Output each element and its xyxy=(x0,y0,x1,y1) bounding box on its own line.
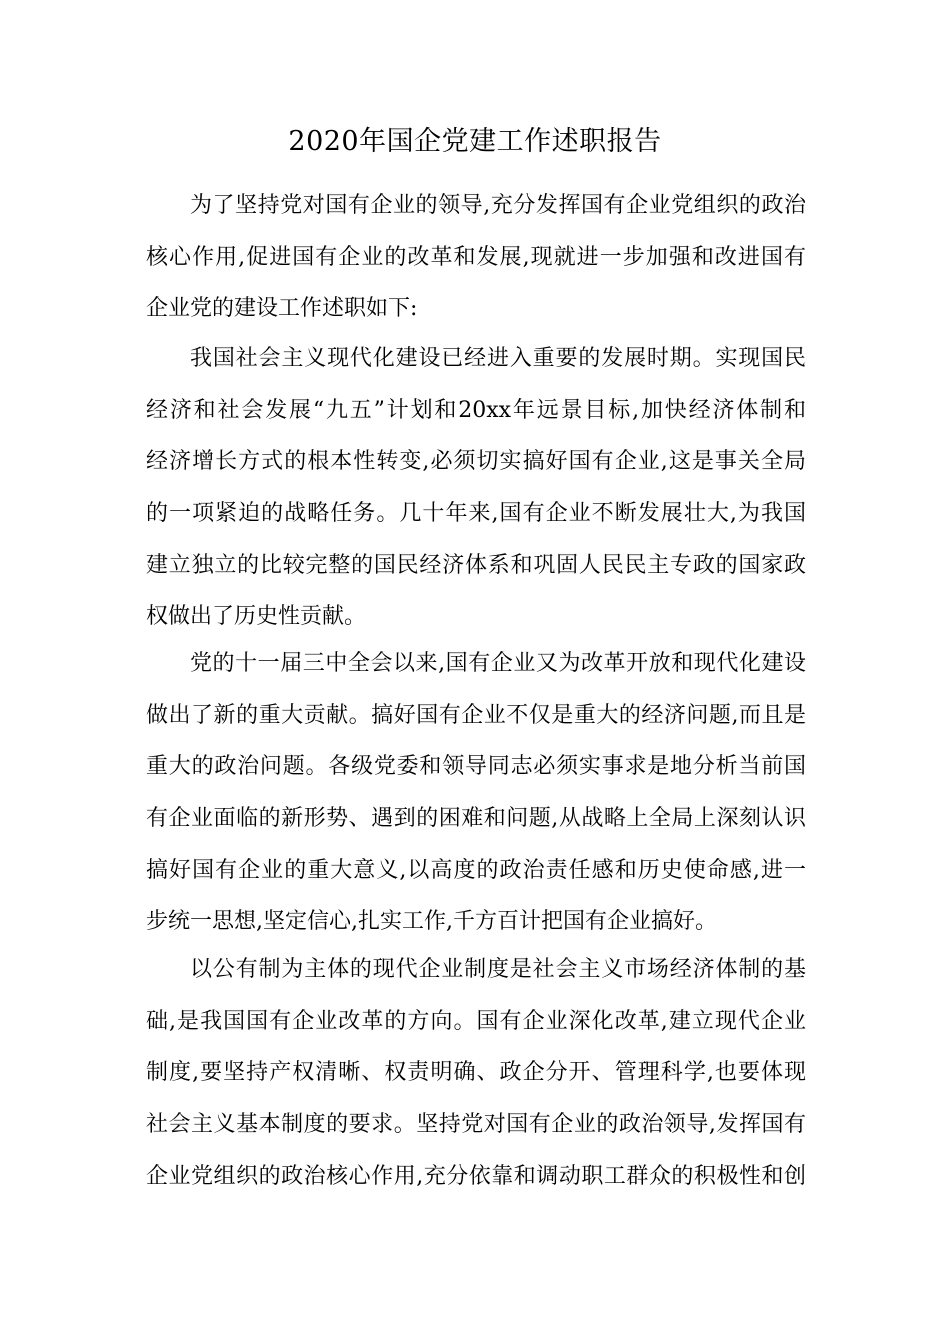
text-line: 权做出了历史性贡献。 xyxy=(146,604,367,630)
paragraph-2 xyxy=(146,333,806,643)
text-line: 做出了新的重大贡献。搞好国有企业不仅是重大的经济问题,而且是 xyxy=(146,702,806,728)
paragraph-3 xyxy=(146,638,806,948)
text-line: 经济增长方式的根本性转变,必须切实搞好国有企业,这是事关全局 xyxy=(146,449,806,475)
text-line: 核心作用,促进国有企业的改革和发展,现就进一步加强和改进国有 xyxy=(146,244,806,270)
text-line: 以公有制为主体的现代企业制度是社会主义市场经济体制的基 xyxy=(190,957,806,982)
text-line: 础,是我国国有企业改革的方向。国有企业深化改革,建立现代企业 xyxy=(146,1008,806,1034)
paragraph-4 xyxy=(146,944,806,1202)
paragraph-1 xyxy=(146,180,806,335)
text-line: 有企业面临的新形势、遇到的困难和问题,从战略上全局上深刻认识 xyxy=(146,806,806,832)
text-line: 为了坚持党对国有企业的领导,充分发挥国有企业党组织的政治 xyxy=(190,193,806,218)
text-line: 企业党组织的政治核心作用,充分依靠和调动职工群众的积极性和创 xyxy=(146,1163,806,1189)
text-line: 党的十一届三中全会以来,国有企业又为改革开放和现代化建设 xyxy=(190,651,806,676)
text-line: 经济和社会发展“九五”计划和20xx年远景目标,加快经济体制和 xyxy=(146,397,806,423)
text-line: 企业党的建设工作述职如下: xyxy=(146,296,418,322)
text-line: 的一项紧迫的战略任务。几十年来,国有企业不断发展壮大,为我国 xyxy=(146,501,806,527)
text-line: 社会主义基本制度的要求。坚持党对国有企业的政治领导,发挥国有 xyxy=(146,1112,806,1138)
text-line: 制度,要坚持产权清晰、权责明确、政企分开、管理科学,也要体现 xyxy=(146,1060,806,1086)
text-line: 步统一思想,坚定信心,扎实工作,千方百计把国有企业搞好。 xyxy=(146,909,717,935)
text-line: 我国社会主义现代化建设已经进入重要的发展时期。实现国民 xyxy=(190,346,806,371)
document-title: 2020年国企党建工作述职报告 xyxy=(288,126,662,157)
text-line: 搞好国有企业的重大意义,以高度的政治责任感和历史使命感,进一 xyxy=(146,857,806,883)
text-line: 建立独立的比较完整的国民经济体系和巩固人民民主专政的国家政 xyxy=(146,552,806,578)
text-line: 重大的政治问题。各级党委和领导同志必须实事求是地分析当前国 xyxy=(146,754,806,780)
